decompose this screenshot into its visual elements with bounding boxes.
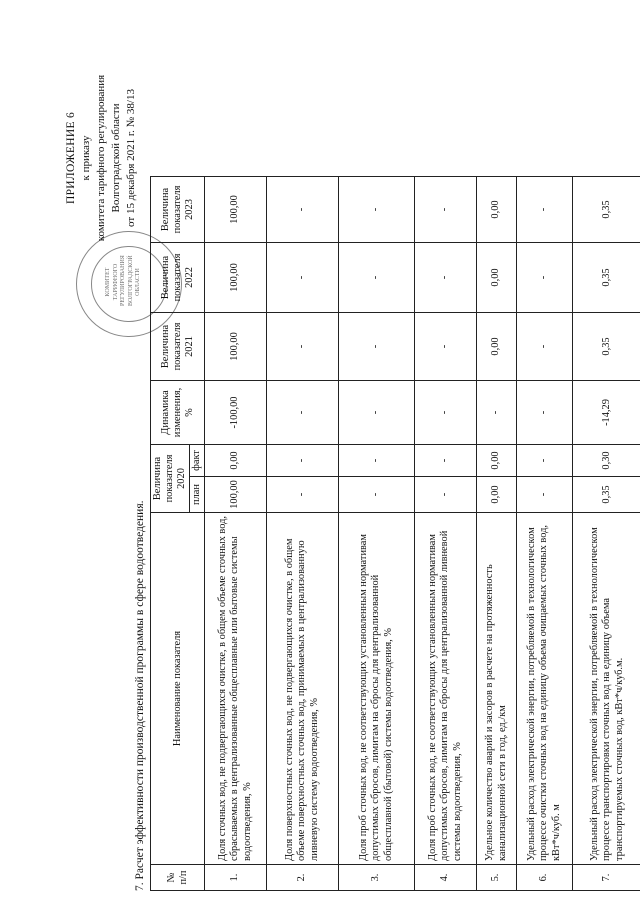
row-value-2022: 0,00 — [477, 243, 517, 313]
row-value-2023: 100,00 — [205, 177, 267, 243]
document-page — [10, 13, 630, 893]
row-dynamics: -100,00 — [205, 381, 267, 445]
table-row — [573, 177, 640, 891]
header-2022: Величина показателя 2022 — [151, 243, 205, 313]
header-line-4: от 15 декабря 2021 г. № 38/13 — [125, 89, 137, 227]
row-fact-2020: - — [339, 445, 415, 477]
row-value-2023: 0,35 — [573, 177, 640, 243]
row-value-2022: - — [415, 243, 477, 313]
table-row — [205, 177, 267, 891]
row-number: 1. — [205, 865, 267, 891]
row-value-2023: - — [339, 177, 415, 243]
row-number: 4. — [415, 865, 477, 891]
header-num: № п/п — [151, 865, 205, 891]
row-number: 6. — [517, 865, 573, 891]
header-line-2: комитета тарифного регулирования — [95, 74, 107, 242]
row-number: 2. — [267, 865, 339, 891]
header-line-1: к приказу — [80, 135, 92, 181]
row-fact-2020: - — [267, 445, 339, 477]
row-dynamics: - — [517, 381, 573, 445]
row-number: 3. — [339, 865, 415, 891]
table-caption: 7. Расчет эффективности производственной программы в сфере водоотведения. — [134, 500, 146, 891]
table-row — [339, 177, 415, 891]
row-plan-2020: - — [339, 477, 415, 513]
appendix-header — [64, 23, 139, 293]
row-plan-2020: 0,00 — [477, 477, 517, 513]
table-row — [267, 177, 339, 891]
header-2020: Величина показателя 2020 — [151, 445, 190, 513]
row-number: 5. — [477, 865, 517, 891]
row-indicator-name: Доля сточных вод, не подвергающихся очистке, в общем объеме сточных вод, сбрасываемых в централизованные общесплавные или бытовые системы водоотведения, % — [205, 513, 267, 865]
header-fact: факт — [190, 445, 205, 477]
row-value-2022: - — [267, 243, 339, 313]
header-2021: Величина показателя 2021 — [151, 313, 205, 381]
row-value-2021: - — [415, 313, 477, 381]
header-2023: Величина показателя 2023 — [151, 177, 205, 243]
row-plan-2020: 0,35 — [573, 477, 640, 513]
row-value-2021: - — [339, 313, 415, 381]
row-fact-2020: - — [415, 445, 477, 477]
row-indicator-name: Доля проб сточных вод, не соответствующих установленным нормативам допустимых сбросов, лимитам на сбросы для централизованной общесплавной (бытовой) системы водоотведения, % — [339, 513, 415, 865]
row-plan-2020: - — [267, 477, 339, 513]
row-plan-2020: 100,00 — [205, 477, 267, 513]
row-indicator-name: Доля поверхностных сточных вод, не подвергающихся очистке, в общем объеме поверхностных сточных вод, принимаемых в централизованную ливневую систему водоотведения, % — [267, 513, 339, 865]
row-dynamics: - — [339, 381, 415, 445]
row-value-2023: - — [415, 177, 477, 243]
row-fact-2020: 0,30 — [573, 445, 640, 477]
table-row — [477, 177, 517, 891]
header-plan: план — [190, 477, 205, 513]
row-indicator-name: Доля проб сточных вод, не соответствующих установленным нормативам допустимых сбросов, лимитам на сбросы для централизованной ливневой системы водоотведения, % — [415, 513, 477, 865]
row-value-2023: - — [517, 177, 573, 243]
row-value-2022: 100,00 — [205, 243, 267, 313]
table-row — [517, 177, 573, 891]
row-indicator-name: Удельный расход электрической энергии, потребляемой в технологическом процессе транспортировки сточных вод на единицу объема транспортируемых сточных вод, кВт*ч/куб.м. — [573, 513, 640, 865]
row-value-2021: - — [267, 313, 339, 381]
row-indicator-name: Удельное количество аварий и засоров в расчете на протяженность канализационной сети в год, ед./км — [477, 513, 517, 865]
row-number: 7. — [573, 865, 640, 891]
header-dynamics: Динамика изменения, % — [151, 381, 205, 445]
header-name: Наименование показателя — [151, 513, 205, 865]
row-plan-2020: - — [415, 477, 477, 513]
row-dynamics: - — [415, 381, 477, 445]
row-value-2023: 0,00 — [477, 177, 517, 243]
row-value-2022: 0,35 — [573, 243, 640, 313]
appendix-title: ПРИЛОЖЕНИЕ 6 — [65, 112, 77, 205]
row-fact-2020: 0,00 — [477, 445, 517, 477]
efficiency-table — [150, 176, 640, 891]
row-dynamics: -14,29 — [573, 381, 640, 445]
row-value-2021: 0,35 — [573, 313, 640, 381]
header-line-3: Волгоградской области — [110, 103, 122, 213]
row-value-2022: - — [517, 243, 573, 313]
seal-text: КОМИТЕТ ТАРИФНОГО РЕГУЛИРОВАНИЯ ВОЛГОГРАДСКОЙ ОБЛАСТИ — [105, 255, 141, 306]
row-value-2021: - — [517, 313, 573, 381]
row-plan-2020: - — [517, 477, 573, 513]
table-row — [415, 177, 477, 891]
row-value-2021: 0,00 — [477, 313, 517, 381]
row-value-2022: - — [339, 243, 415, 313]
row-dynamics: - — [267, 381, 339, 445]
row-dynamics: - — [477, 381, 517, 445]
row-value-2021: 100,00 — [205, 313, 267, 381]
row-fact-2020: - — [517, 445, 573, 477]
row-indicator-name: Удельный расход электрической энергии, потребляемой в технологическом процессе очистки сточных вод на единицу объема очищаемых сточных вод, кВт*ч/куб. м — [517, 513, 573, 865]
row-value-2023: - — [267, 177, 339, 243]
row-fact-2020: 0,00 — [205, 445, 267, 477]
